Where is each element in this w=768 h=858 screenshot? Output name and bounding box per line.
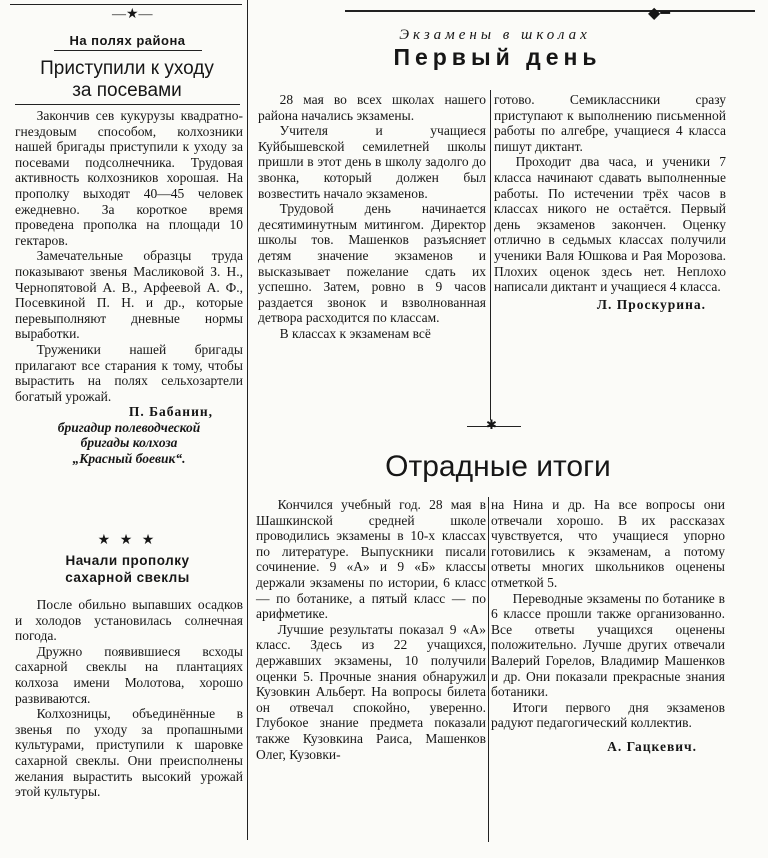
- paragraph: Трудовой день начинается десятиминутным митингом. Директор школы тов. Машенков разъясняет детям значение экзаменов и высказывает пожелание сдать их успешно. Затем, ровно в 9 часов раздается звонок и взволнованная детвора расходится по классам.: [258, 201, 486, 326]
- paragraph: Переводные экзамены по ботанике в 6 классе прошли также организованно. Все ответы учащихся оценены положительно. Лучше других отвечали Валерий Горелов, Владимир Машенков и др. Они показали прекрасные знания ботаники.: [491, 590, 725, 700]
- headline-line: сахарной свеклы: [65, 570, 190, 585]
- star-ornament-icon: —★—: [112, 7, 153, 22]
- rubric-top-rule: [345, 10, 755, 12]
- column-divider: [490, 90, 491, 420]
- headline-sugar-beet: [15, 552, 240, 586]
- signature-position-1: бригадир полеводческой: [57, 419, 201, 435]
- headline-first-day: Первый день: [393, 44, 602, 70]
- paragraph: Итоги первого дня экзаменов радуют педагогический коллектив.: [491, 699, 725, 731]
- paragraph: Лучшие результаты показал 9 «А» класс. Здесь из 22 учащихся, державших экзамены, 10 получили оценки 5. Прочные знания обнаружил Кузовкин Альберт. На вопросы билета он отвечал спокойно, уверенно. Глубокое знание предмета показали также Кузовкина Раиса, Машенков Олег, Кузовки-: [256, 621, 486, 762]
- article-care-of-crops: [15, 108, 243, 467]
- ornament-icon: ◆━: [648, 5, 670, 22]
- signature: П. Бабанин,: [128, 404, 213, 420]
- paragraph: 28 мая во всех школах нашего района начались экзамены.: [258, 92, 486, 123]
- article-good-results-col2: [491, 497, 725, 755]
- paragraph: Кончился учебный год. 28 мая в Шашкинской средней школе проводились экзамены в 10-х классах по литературе. Выпускники писали сочинение. 9 «А» и 9 «Б» классы держали экзамены по истории, 6 класс — по ботанике, а пятый класс — по арифметике.: [256, 497, 486, 622]
- article-sugar-beet: [15, 597, 243, 800]
- signature-position-2: бригады колхоза: [80, 435, 178, 451]
- paragraph: Закончив сев кукурузы квадратно-гнездовым способом, колхозники нашей бригады приступили к уходу за посевами подсолнечника. Трудовая активность колхозников хорошая. На прополку выходят 40—45 человек ежедневно. За короткое время проведена прополка на площади 10 гектаров.: [15, 108, 243, 248]
- rubric-underline: [54, 50, 202, 51]
- paragraph: Проходит два часа, и ученики 7 класса начинают сдавать выполненные работы. По истечении трёх часов в классах никого не остаётся. Первый день экзаменов закончен. Оценку отлично в седьмых классах получили ученики Валя Юшкова и Рая Морозова. Плохих оценок здесь нет. Неплохо написали диктант и учащиеся 4 класса.: [494, 154, 726, 295]
- headline-line: за посевами: [72, 80, 182, 101]
- paragraph: на Нина и др. На все вопросы они отвечали хорошо. В их рассказах чувствуется, что учащиеся упорно готовились к экзаменам, а потому ответы многих школьников оценены отметкой 5.: [491, 497, 725, 590]
- column-divider: [488, 497, 489, 842]
- paragraph: После обильно выпавших осадков и холодов установилась солнечная погода.: [15, 597, 243, 644]
- star-ornament-icon: ✱: [486, 417, 497, 432]
- top-rule: [10, 4, 242, 5]
- rubric-exams: Экзамены в школах: [399, 27, 591, 43]
- headline-rule: [15, 104, 240, 105]
- paragraph: Учителя и учащиеся Куйбышевской семилетней школы пришли в этот день в школу задолго до звонка, который должен был возвестить начало экзаменов.: [258, 123, 486, 201]
- article-good-results-col1: [256, 497, 486, 762]
- column-divider: [247, 0, 248, 840]
- paragraph: Замечательные образцы труда показывают звенья Масликовой З. Н., Чернопятовой А. В., Арфеевой А. Ф., Посевкиной П. Н. и др., которые перевыполняют дневные нормы выработки.: [15, 248, 243, 342]
- headline-good-results: Отрадные итоги: [385, 450, 611, 483]
- paragraph: Труженики нашей бригады прилагают все старания к тому, чтобы вырастить на полях сельхозартели богатый урожай.: [15, 341, 243, 404]
- headline-line: Приступили к уходу: [40, 58, 214, 79]
- article-first-day-col1: [258, 92, 486, 342]
- article-first-day-col2: [494, 92, 726, 312]
- signature: Л. Проскурина.: [596, 296, 706, 312]
- paragraph: готово. Семиклассники сразу приступают к выполнению письменной работы по алгебре, учащиеся 4 класса пишут диктант.: [494, 92, 726, 154]
- stars-separator: ★ ★ ★: [97, 533, 158, 548]
- signature: А. Гацкевич.: [607, 738, 697, 754]
- rubric-fields: На полях района: [69, 33, 186, 48]
- signature-position-3: „Красный боевик“.: [72, 451, 186, 467]
- paragraph: Дружно появившиеся всходы сахарной свеклы на плантациях колхоза имени Молотова, хорошо развиваются.: [15, 643, 243, 706]
- paragraph: В классах к экзаменам всё: [279, 325, 431, 341]
- paragraph: Колхозницы, объединённые в звенья по уходу за пропашными культурами, приступили к шаровке сахарной свеклы. Они преисполнены желания вырастить высокий урожай этой культуры.: [15, 706, 243, 800]
- headline-care-of-crops: [12, 58, 242, 102]
- headline-line: Начали прополку: [65, 553, 190, 568]
